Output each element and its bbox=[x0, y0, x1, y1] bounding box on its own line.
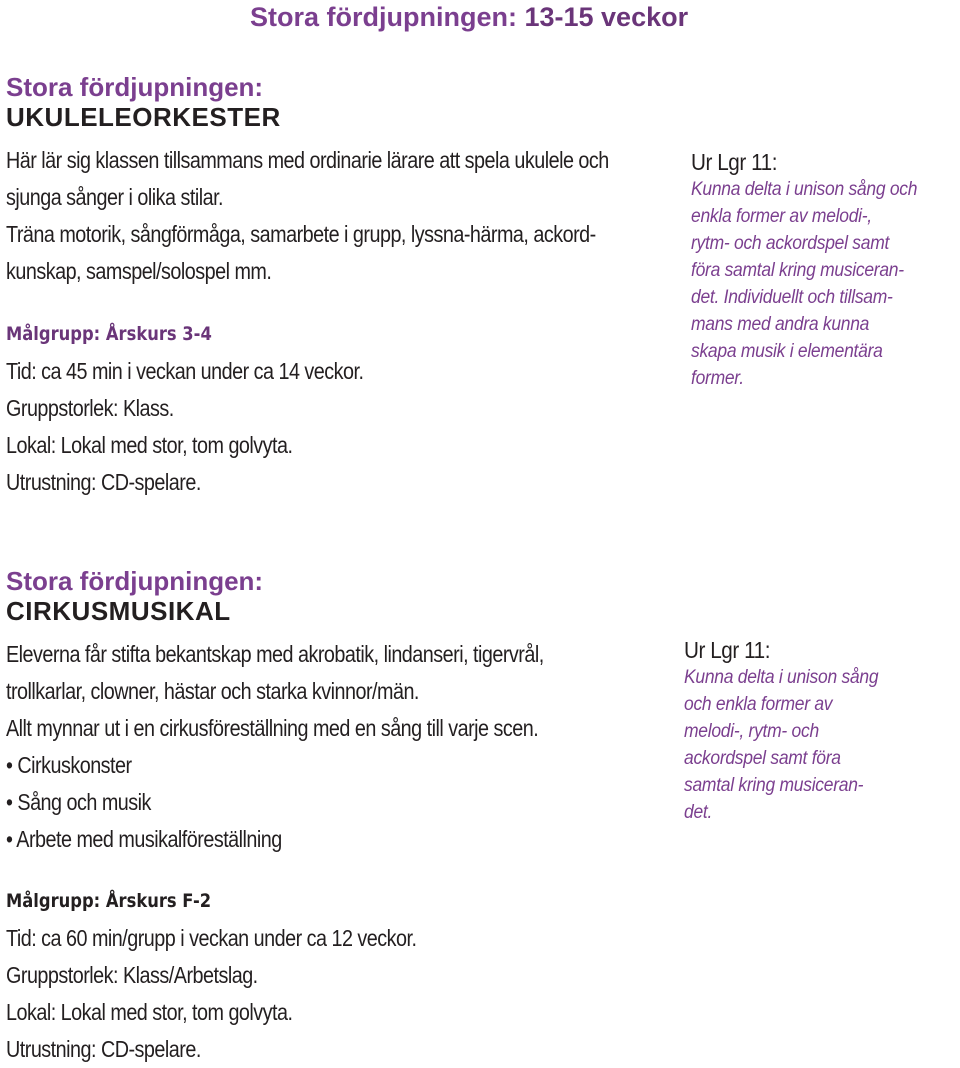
detail-room: Lokal: Lokal med stor, tom golvyta. bbox=[6, 999, 293, 1025]
target-group: Målgrupp: Årskurs F-2 bbox=[6, 890, 212, 912]
section-title: CIRKUSMUSIKAL bbox=[6, 596, 231, 626]
lgr-text bbox=[684, 664, 878, 826]
page-header bbox=[250, 2, 688, 33]
description-line: Eleverna får stifta bekantskap med akrobatik, lindanseri, tigervrål, bbox=[6, 641, 544, 667]
lgr-heading: Ur Lgr 11: bbox=[691, 149, 778, 175]
detail-equipment: Utrustning: CD-spelare. bbox=[6, 1036, 201, 1062]
description-line: sjunga sånger i olika stilar. bbox=[6, 184, 224, 210]
section1-details bbox=[6, 314, 363, 501]
section1-description bbox=[6, 142, 609, 290]
lgr-line: skapa musik i elementära bbox=[691, 341, 883, 362]
lgr-line: och enkla former av bbox=[684, 694, 833, 715]
section2-description bbox=[6, 636, 544, 858]
detail-group-size: Gruppstorlek: Klass/Arbetslag. bbox=[6, 962, 258, 988]
section1-lgr-box bbox=[691, 148, 937, 392]
page-header-prefix: Stora fördjupningen: bbox=[250, 2, 517, 32]
detail-group-size: Gruppstorlek: Klass. bbox=[6, 395, 174, 421]
section-ukuleleorkester bbox=[6, 72, 281, 132]
section-cirkusmusikal bbox=[6, 566, 263, 626]
lgr-line: former. bbox=[691, 368, 744, 389]
section-kicker: Stora fördjupningen: bbox=[6, 566, 264, 596]
lgr-line: föra samtal kring musiceran- bbox=[691, 260, 904, 281]
bullet-item: • Arbete med musikalföreställning bbox=[6, 826, 282, 852]
description-line: Här lär sig klassen tillsammans med ordinarie lärare att spela ukulele och bbox=[6, 147, 609, 173]
section2-lgr-box bbox=[684, 636, 895, 826]
lgr-line: melodi-, rytm- och bbox=[684, 721, 819, 742]
description-line: trollkarlar, clowner, hästar och starka kvinnor/män. bbox=[6, 678, 419, 704]
lgr-line: Kunna delta i unison sång och bbox=[691, 179, 918, 200]
section2-details bbox=[6, 881, 416, 1068]
lgr-line: ackordspel samt föra bbox=[684, 748, 841, 769]
description-line: Träna motorik, sångförmåga, samarbete i grupp, lyssna-härma, ackord- bbox=[6, 221, 596, 247]
lgr-line: samtal kring musiceran- bbox=[684, 775, 864, 796]
bullet-item: • Sång och musik bbox=[6, 789, 151, 815]
bullet-item: • Cirkuskonster bbox=[6, 752, 132, 778]
detail-time: Tid: ca 60 min/grupp i veckan under ca 12 veckor. bbox=[6, 925, 417, 951]
lgr-line: det. Individuellt och tillsam- bbox=[691, 287, 893, 308]
target-group: Målgrupp: Årskurs 3-4 bbox=[6, 323, 212, 345]
description-line: Allt mynnar ut i en cirkusföreställning med en sång till varje scen. bbox=[6, 715, 539, 741]
section-title: UKULELEORKESTER bbox=[6, 102, 281, 132]
lgr-line: mans med andra kunna bbox=[691, 314, 870, 335]
description-line: kunskap, samspel/solospel mm. bbox=[6, 258, 272, 284]
section-kicker: Stora fördjupningen: bbox=[6, 72, 264, 102]
lgr-line: Kunna delta i unison sång bbox=[684, 667, 879, 688]
lgr-line: det. bbox=[684, 802, 713, 823]
lgr-text bbox=[691, 176, 917, 392]
detail-equipment: Utrustning: CD-spelare. bbox=[6, 469, 201, 495]
page-header-weeks: 13-15 veckor bbox=[524, 2, 689, 32]
detail-time: Tid: ca 45 min i veckan under ca 14 veckor. bbox=[6, 358, 364, 384]
detail-room: Lokal: Lokal med stor, tom golvyta. bbox=[6, 432, 293, 458]
lgr-line: enkla former av melodi-, bbox=[691, 206, 872, 227]
lgr-heading: Ur Lgr 11: bbox=[684, 637, 771, 663]
lgr-line: rytm- och ackordspel samt bbox=[691, 233, 890, 254]
